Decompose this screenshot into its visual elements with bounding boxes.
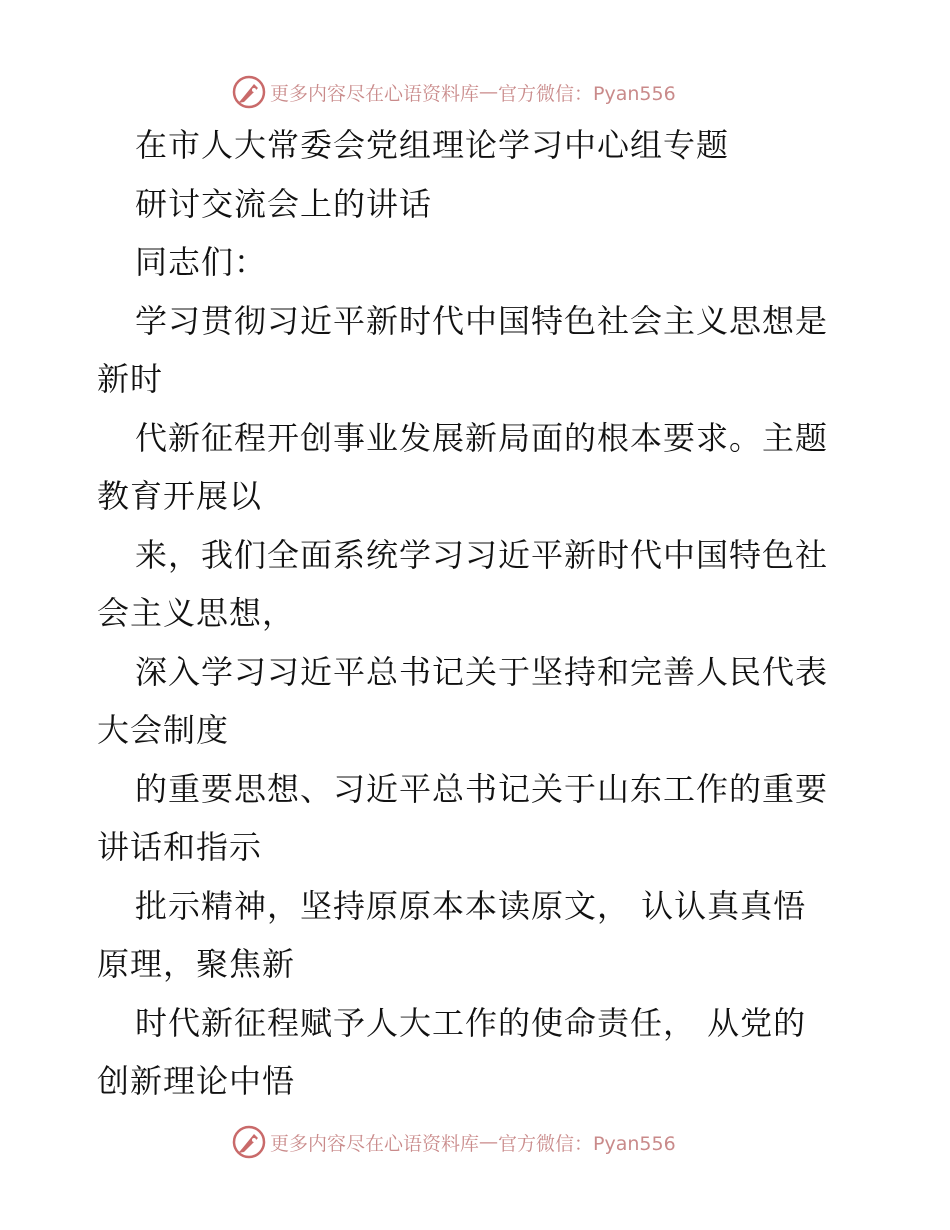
watermark-separator: —: [479, 81, 499, 103]
doc-line: 会主义思想，: [97, 594, 296, 632]
watermark-separator: —: [479, 1131, 499, 1153]
watermark-text: 更多内容尽在心语资料库: [270, 1132, 480, 1155]
doc-line: 原理，聚焦新: [97, 945, 296, 983]
watermark-contact: 官方微信：Pyan556: [498, 1132, 676, 1155]
doc-line: 来，我们全面系统学习习近平新时代中国特色社: [135, 535, 829, 574]
watermark-contact: 官方微信：Pyan556: [498, 82, 676, 105]
footer-watermark: [232, 1122, 676, 1162]
doc-line: 教育开展以: [97, 477, 263, 515]
doc-line-salutation: 同志们：: [135, 243, 268, 281]
doc-line: 讲话和指示: [97, 828, 263, 866]
header-watermark: [232, 72, 676, 112]
doc-line: 深入学习习近平总书记关于坚持和完善人民代表: [135, 652, 829, 691]
doc-line: 大会制度: [97, 711, 230, 749]
document-body: [97, 116, 857, 1111]
watermark-text: 更多内容尽在心语资料库: [270, 82, 480, 105]
doc-line: 创新理论中悟: [97, 1062, 296, 1100]
pen-nib-logo-icon: [232, 75, 266, 109]
doc-line: 代新征程开创事业发展新局面的根本要求。主题: [135, 418, 829, 457]
doc-line: 的重要思想、习近平总书记关于山东工作的重要: [135, 769, 829, 808]
doc-line: 批示精神，坚持原原本本读原文， 认认真真悟: [135, 886, 807, 925]
doc-line-title-1: 在市人大常委会党组理论学习中心组专题: [135, 126, 730, 164]
pen-nib-logo-icon: [232, 1125, 266, 1159]
doc-line: 新时: [97, 360, 164, 398]
doc-line: 学习贯彻习近平新时代中国特色社会主义思想是: [135, 301, 829, 340]
doc-line: 时代新征程赋予人大工作的使命责任， 从党的: [135, 1003, 807, 1042]
doc-line-title-2: 研讨交流会上的讲话: [135, 184, 433, 223]
